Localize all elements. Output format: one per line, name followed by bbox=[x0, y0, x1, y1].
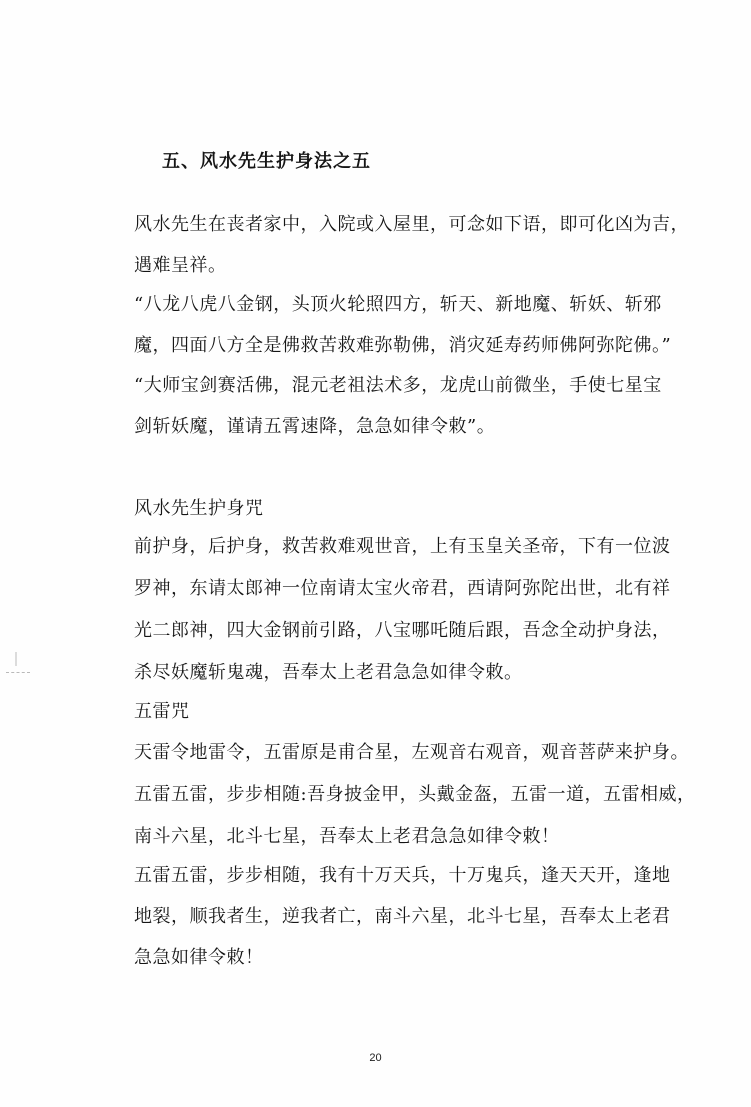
thunder-spell-title: 五雷咒 bbox=[134, 701, 190, 722]
thunder-spell-paragraph bbox=[134, 731, 694, 857]
text-line: “八龙八虎八金钢，头顶火轮照四方，斩天、新地魔、斩妖、斩邪 bbox=[134, 294, 662, 315]
text-line: 前护身，后护身，救苦救难观世音，上有玉皇关圣帝，下有一位波 bbox=[134, 536, 671, 557]
text-line: 五雷五雷，步步相随，我有十万天兵，十万鬼兵，逢天天开，逢地 bbox=[134, 865, 671, 886]
chant-paragraph-1 bbox=[134, 283, 694, 365]
text-line: 罗神，东请太郎神一位南请太宝火帝君，西请阿弥陀出世，北有祥 bbox=[134, 578, 671, 599]
protection-spell-title: 风水先生护身咒 bbox=[134, 498, 264, 519]
text-line: 遇难呈祥。 bbox=[134, 255, 227, 276]
margin-tick bbox=[15, 652, 17, 666]
text-line: 五雷五雷，步步相随:吾身披金甲，头戴金盔，五雷一道，五雷相威， bbox=[134, 784, 696, 805]
text-line: 剑斩妖魔，谨请五霄速降，急急如律令敕”。 bbox=[134, 416, 496, 437]
text-line: 光二郎神，四大金钢前引路，八宝哪吒随后跟，吾念全动护身法， bbox=[134, 620, 671, 641]
page-number: 20 bbox=[369, 1052, 382, 1064]
margin-dashed-mark bbox=[6, 672, 30, 673]
section-heading: 五、风水先生护身法之五 bbox=[162, 151, 371, 172]
text-line: 天雷令地雷令，五雷原是甫合星，左观音右观音，观音菩萨来护身。 bbox=[134, 742, 689, 763]
intro-paragraph bbox=[134, 203, 694, 285]
text-line: “大师宝剑赛活佛，混元老祖法术多，龙虎山前微坐，手使七星宝 bbox=[134, 375, 662, 396]
text-line: 急急如律令敕！ bbox=[134, 947, 264, 968]
text-line: 杀尽妖魔斩鬼魂，吾奉太上老君急急如律令敕。 bbox=[134, 662, 523, 683]
text-line: 风水先生在丧者家中，入院或入屋里，可念如下语，即可化凶为吉， bbox=[134, 214, 689, 235]
text-line: 地裂，顺我者生，逆我者亡，南斗六星，北斗七星，吾奉太上老君 bbox=[134, 906, 671, 927]
text-line: 魔，四面八方全是佛救苦救难弥勒佛，消灾延寿药师佛阿弥陀佛。” bbox=[134, 335, 672, 356]
text-line: 南斗六星，北斗七星，吾奉太上老君急急如律令敕！ bbox=[134, 826, 560, 847]
thunder-spell-continuation bbox=[134, 854, 694, 977]
protection-spell-paragraph bbox=[134, 525, 694, 693]
chant-paragraph-2 bbox=[134, 364, 694, 446]
